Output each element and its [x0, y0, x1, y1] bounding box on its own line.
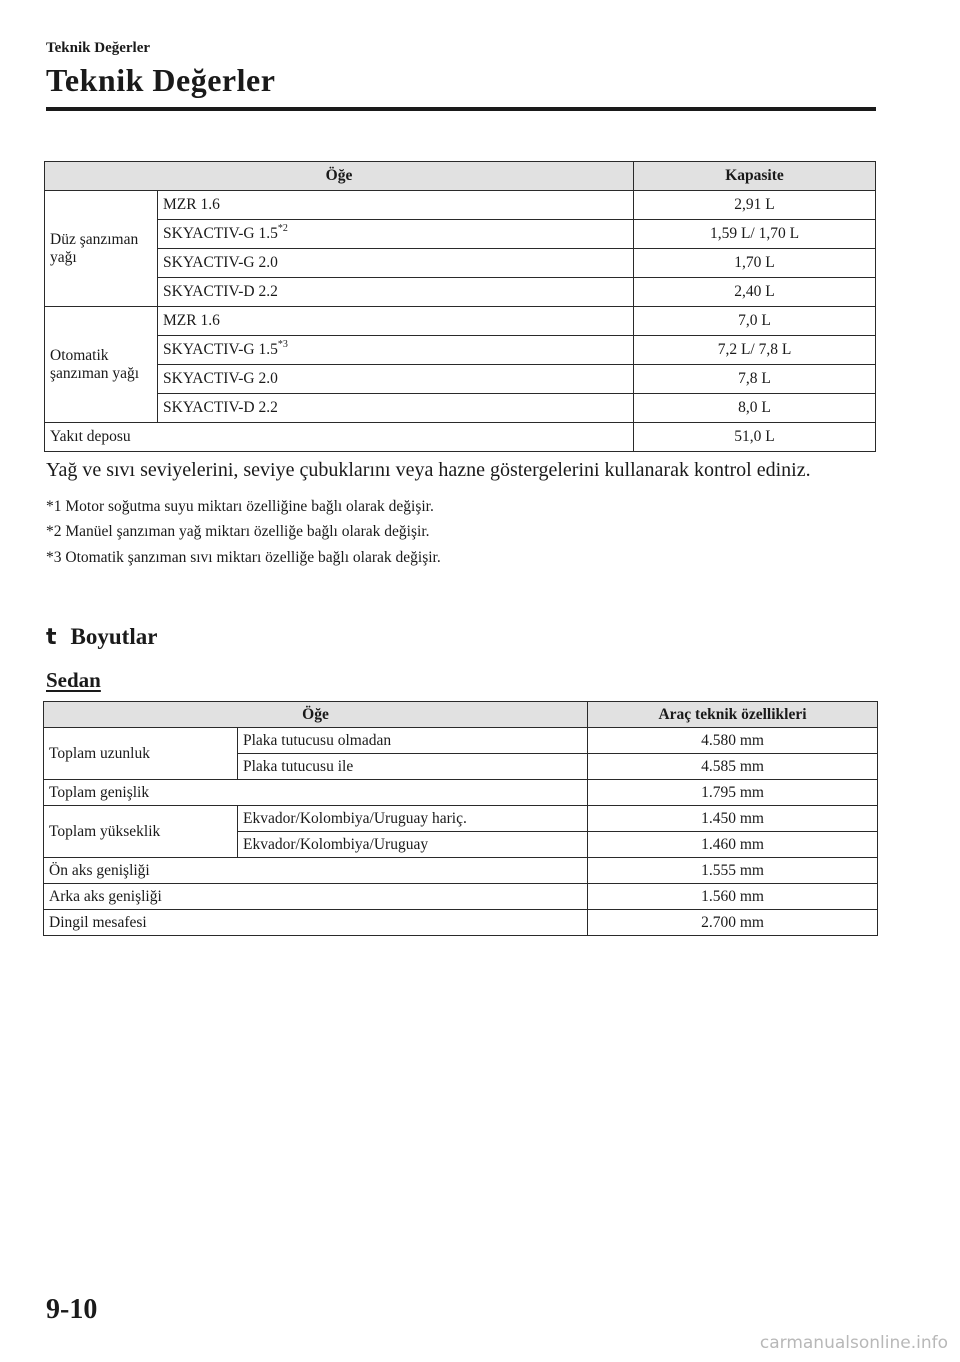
footnote-1: *1 Motor soğutma suyu miktarı özelliğine bağlı olarak değişir.	[46, 498, 434, 515]
table-row	[44, 910, 878, 936]
engine-cell	[158, 307, 634, 336]
capacity-value: 1,70 L	[634, 249, 876, 278]
footnote-ref: *2	[277, 223, 288, 234]
fluid-check-note: Yağ ve sıvı seviyelerini, seviye çubuklarını veya hazne göstergelerini kullanarak kontrol ediniz.	[46, 459, 811, 481]
wheelbase-label: Dingil mesafesi	[44, 910, 588, 936]
subsection-heading-sedan: Sedan	[46, 668, 101, 692]
condition-label: Ekvador/Kolombiya/Uruguay	[238, 832, 588, 858]
capacity-value: 7,8 L	[634, 365, 876, 394]
dimension-value: 4.580 mm	[588, 728, 878, 754]
table-row	[45, 307, 876, 336]
page-number: 9-10	[46, 1294, 98, 1325]
table-row	[44, 728, 878, 754]
table-row	[44, 806, 878, 832]
page-title: Teknik Değerler	[46, 62, 276, 98]
engine-label: SKYACTIV-G 2.0	[163, 254, 278, 271]
rear-track-label: Arka aks genişliği	[44, 884, 588, 910]
column-header-item: Öğe	[45, 162, 634, 191]
column-header-item: Öğe	[44, 702, 588, 728]
table-row	[44, 884, 878, 910]
condition-label: Plaka tutucusu ile	[238, 754, 588, 780]
table-row	[45, 336, 876, 365]
engine-cell	[158, 365, 634, 394]
dimension-value: 1.460 mm	[588, 832, 878, 858]
capacity-value: 8,0 L	[634, 394, 876, 423]
fuel-tank-value: 51,0 L	[634, 423, 876, 452]
watermark: carmanualsonline.info	[759, 1333, 948, 1353]
footnote-ref: *3	[277, 339, 288, 350]
section-heading-text: Boyutlar	[70, 624, 158, 649]
engine-label: SKYACTIV-G 1.5	[163, 341, 278, 358]
table-row	[45, 423, 876, 452]
capacity-value: 7,0 L	[634, 307, 876, 336]
engine-label: SKYACTIV-G 2.0	[163, 370, 278, 387]
capacity-value: 2,91 L	[634, 191, 876, 220]
footnote-2: *2 Manüel şanzıman yağ miktarı özelliğe bağlı olarak değişir.	[46, 523, 430, 540]
engine-cell	[158, 394, 634, 423]
engine-cell	[158, 278, 634, 307]
dimension-value: 2.700 mm	[588, 910, 878, 936]
capacity-value: 2,40 L	[634, 278, 876, 307]
running-head: Teknik Değerler	[46, 40, 151, 56]
section-heading-dimensions	[46, 624, 157, 650]
fuel-tank-label: Yakıt deposu	[45, 423, 634, 452]
column-header-specs: Araç teknik özellikleri	[588, 702, 878, 728]
engine-cell	[158, 191, 634, 220]
engine-label: SKYACTIV-D 2.2	[163, 399, 278, 416]
engine-label: MZR 1.6	[163, 196, 220, 213]
total-height-label: Toplam yükseklik	[44, 806, 238, 858]
engine-label: SKYACTIV-D 2.2	[163, 283, 278, 300]
engine-cell	[158, 336, 634, 365]
footnote-3: *3 Otomatik şanzıman sıvı miktarı özelliğe bağlı olarak değişir.	[46, 549, 441, 566]
group-label-automatic-transmission: Otomatik şanzıman yağı	[45, 307, 158, 423]
dimension-value: 1.560 mm	[588, 884, 878, 910]
capacity-table	[44, 161, 876, 452]
table-row	[45, 220, 876, 249]
group-label-manual-transmission: Düz şanzıman yağı	[45, 191, 158, 307]
engine-cell	[158, 220, 634, 249]
dimension-value: 1.795 mm	[588, 780, 878, 806]
table-row	[45, 278, 876, 307]
column-header-capacity: Kapasite	[634, 162, 876, 191]
dimensions-table	[43, 701, 878, 936]
section-marker-icon: t	[46, 624, 57, 650]
engine-label: SKYACTIV-G 1.5	[163, 225, 278, 242]
front-track-label: Ön aks genişliği	[44, 858, 588, 884]
table-row	[45, 365, 876, 394]
dimension-value: 4.585 mm	[588, 754, 878, 780]
dimension-value: 1.450 mm	[588, 806, 878, 832]
condition-label: Ekvador/Kolombiya/Uruguay hariç.	[238, 806, 588, 832]
capacity-value: 1,59 L/ 1,70 L	[634, 220, 876, 249]
dimension-value: 1.555 mm	[588, 858, 878, 884]
table-row	[45, 191, 876, 220]
table-header-row	[45, 162, 876, 191]
table-header-row	[44, 702, 878, 728]
table-row	[45, 249, 876, 278]
capacity-value: 7,2 L/ 7,8 L	[634, 336, 876, 365]
engine-cell	[158, 249, 634, 278]
total-length-label: Toplam uzunluk	[44, 728, 238, 780]
total-width-label: Toplam genişlik	[44, 780, 588, 806]
condition-label: Plaka tutucusu olmadan	[238, 728, 588, 754]
table-row	[44, 858, 878, 884]
engine-label: MZR 1.6	[163, 312, 220, 329]
table-row	[44, 780, 878, 806]
table-row	[45, 394, 876, 423]
title-rule	[46, 107, 876, 111]
